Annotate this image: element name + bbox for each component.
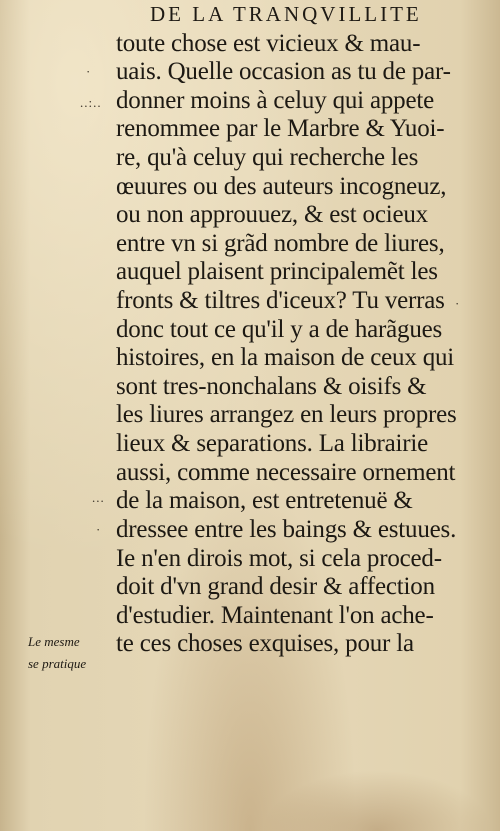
text-line: œuures ou des auteurs incogneuz, — [116, 173, 447, 200]
text-line: sont tres-nonchalans & oisifs & — [116, 373, 427, 400]
text-line: doit d'vn grand desir & affection — [116, 573, 435, 600]
text-line: histoires, en la maison de ceux qui — [116, 344, 455, 371]
margin-dot-mark: · — [86, 64, 92, 79]
text-line: dressee entre les baings & estuues. — [116, 516, 457, 543]
text-line: aussi, comme necessaire ornement — [116, 459, 456, 486]
text-line: les liures arrangez en leurs propres — [116, 401, 457, 428]
margin-dot-mark: · — [96, 522, 102, 537]
text-line: uais. Quelle occasion as tu de par- — [116, 58, 451, 85]
text-line: lieux & separations. La librairie — [116, 430, 429, 457]
margin-dot-mark: ..:.. — [80, 95, 102, 110]
text-line: d'estudier. Maintenant l'on ache- — [116, 602, 434, 629]
text-line: Ie n'en dirois mot, si cela proced- — [116, 545, 442, 572]
water-stain — [262, 770, 492, 831]
margin-note: se pratique — [28, 656, 87, 671]
margin-dot-mark: · — [455, 296, 461, 311]
text-line: donc tout ce qu'il y a de harãgues — [116, 316, 443, 343]
text-line: donner moins à celuy qui appete — [116, 87, 435, 114]
text-line: auquel plaisent principalemẽt les — [116, 258, 438, 285]
text-line: te ces choses exquises, pour la — [116, 630, 414, 657]
text-line: renommee par le Marbre & Yuoi- — [116, 115, 445, 142]
margin-note: Le mesme — [28, 634, 80, 649]
text-line: de la maison, est entretenuë & — [116, 487, 413, 514]
text-line: toute chose est vicieux & mau- — [116, 30, 421, 57]
margin-dot-mark: ... — [92, 490, 105, 505]
text-line: fronts & tiltres d'iceux? Tu verras — [116, 287, 445, 314]
running-head: DE LA TRANQVILLITE — [150, 2, 422, 26]
text-line: re, qu'à celuy qui recherche les — [116, 144, 419, 171]
text-line: entre vn si grãd nombre de liures, — [116, 230, 445, 257]
text-line: ou non approuuez, & est ocieux — [116, 201, 428, 228]
